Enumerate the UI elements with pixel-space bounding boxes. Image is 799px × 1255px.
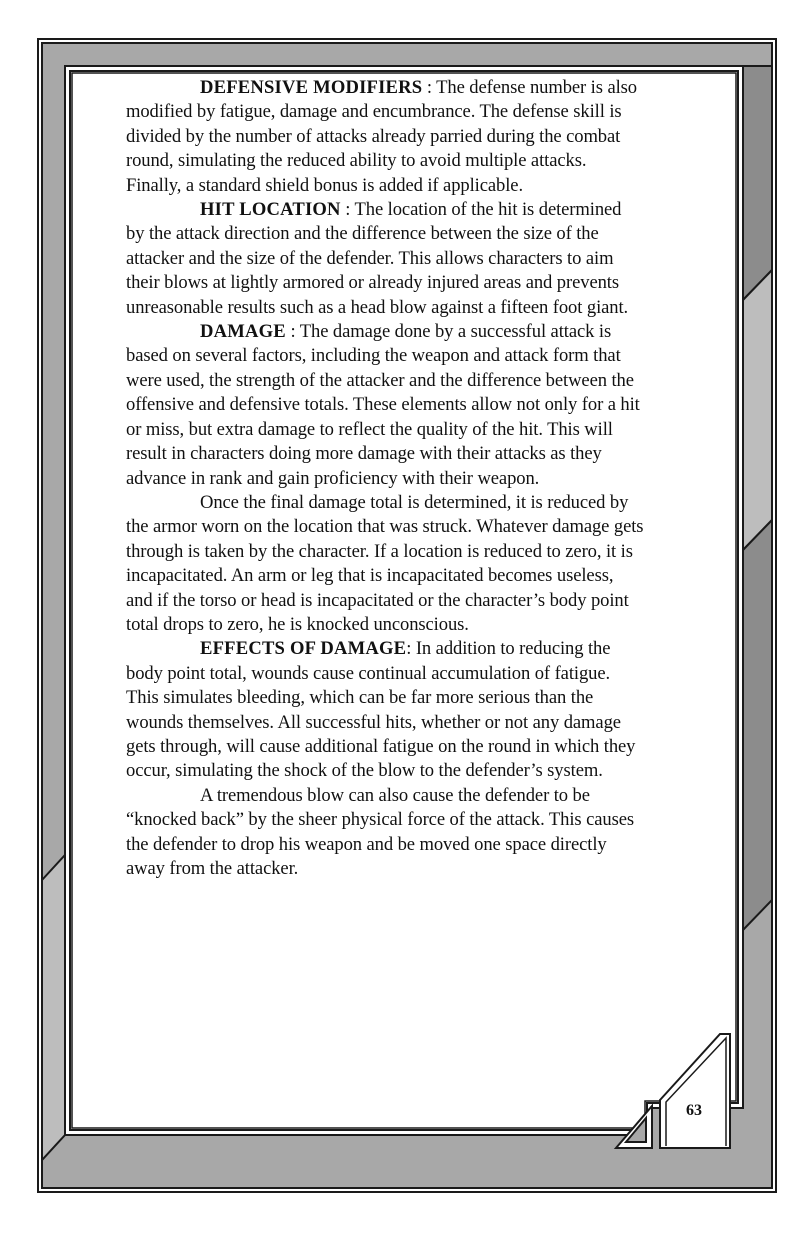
separator: :	[285, 321, 300, 343]
paragraph-knockback	[126, 784, 644, 882]
paragraph-text: The defense number is also modified by fatigue, damage and encumbrance. The defense skill is divided by the number of attacks already parried during the combat round, simulating the reduced ability to avoid multiple attacks. Finally, a standard shield bonus is added if applicable.	[126, 77, 637, 196]
heading-defensive-modifiers: DEFENSIVE MODIFIERS	[200, 77, 423, 98]
paragraph-defensive-modifiers	[126, 76, 644, 198]
heading-effects-of-damage: EFFECTS OF DAMAGE	[200, 638, 407, 660]
paragraph-damage-total	[126, 491, 644, 637]
page-number: 63	[686, 1102, 702, 1119]
body-text	[126, 76, 644, 881]
separator: :	[340, 199, 355, 221]
paragraph-text: Once the final damage total is determined, it is reduced by the armor worn on the location that was struck. Whatever damage gets through is taken by the character. If a location is reduced to zero, it is incapacitated. An arm or leg that is incapacitated becomes useless, and if the torso or head is incapacitated or the character’s body point total drops to zero, he is knocked unconscious.	[126, 491, 644, 635]
paragraph-damage	[126, 320, 644, 491]
separator: :	[406, 638, 416, 660]
heading-hit-location: HIT LOCATION	[200, 199, 341, 221]
separator: :	[422, 77, 437, 98]
paragraph-text: A tremendous blow can also cause the defender to be “knocked back” by the sheer physical force of the attack. This causes the defender to drop his weapon and be moved one space directly away from the attacker.	[126, 784, 635, 879]
paragraph-text: The damage done by a successful attack is based on several factors, including the weapon and attack form that were used, the strength of the attacker and the difference between the offensive and defensive totals. These elements allow not only for a hit or miss, but extra damage to reflect the quality of the hit. This will result in characters doing more damage with their attacks as they advance in rank and gain proficiency with their weapon.	[126, 321, 640, 489]
heading-damage: DAMAGE	[200, 321, 286, 343]
paragraph-text: The location of the hit is determined by the attack direction and the difference between the size of the attacker and the size of the defender. This allows characters to aim their blows at lightly armored or already injured areas and prevents unreasonable results such as a head blow against a fifteen foot giant.	[126, 199, 629, 318]
paragraph-hit-location	[126, 198, 644, 320]
paragraph-effects-of-damage	[126, 637, 644, 783]
paragraph-text: In addition to reducing the body point total, wounds cause continual accumulation of fatigue. This simulates bleeding, which can be far more serious than the wounds themselves. All successful hits, whether or not any damage gets through, will cause additional fatigue on the round in which they occur, simulating the shock of the blow to the defender’s system.	[126, 638, 636, 782]
